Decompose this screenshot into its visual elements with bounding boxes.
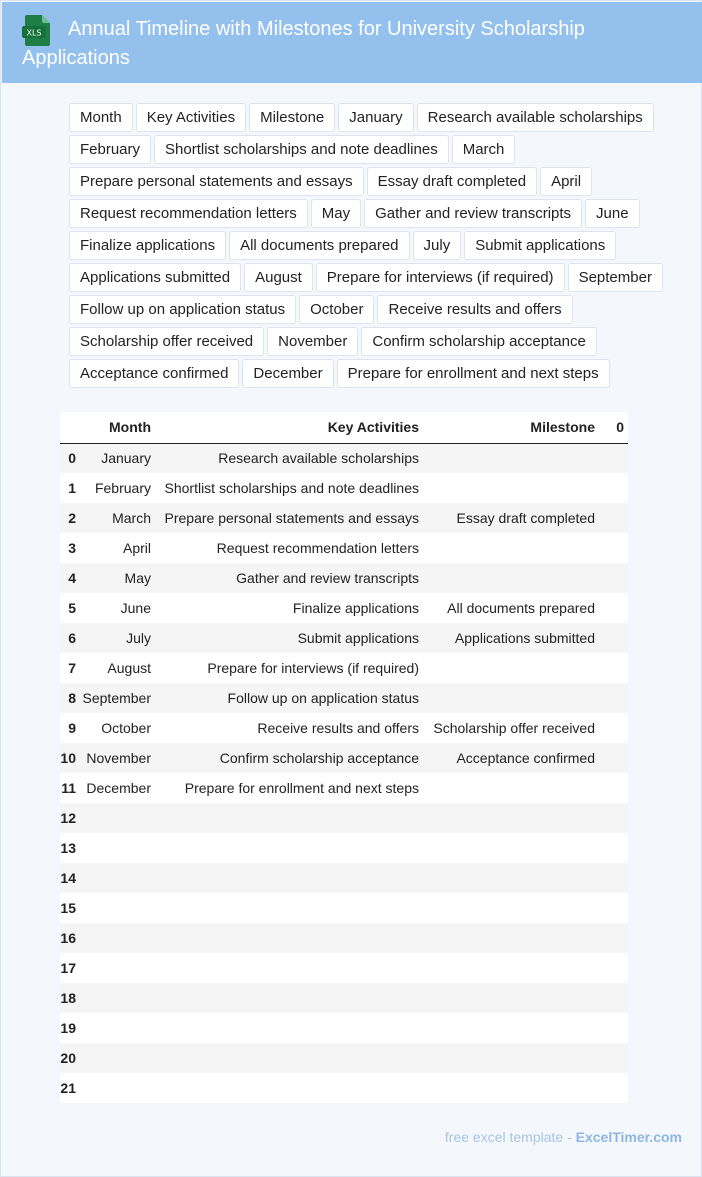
chip: May xyxy=(311,199,361,228)
activity-cell: Prepare personal statements and essays xyxy=(155,503,423,533)
milestone-cell: Applications submitted xyxy=(423,623,599,653)
month-cell xyxy=(76,893,155,923)
header-month: Month xyxy=(76,412,155,443)
milestone-cell xyxy=(423,833,599,863)
row-index: 2 xyxy=(60,503,76,533)
month-cell: June xyxy=(76,593,155,623)
month-cell: April xyxy=(76,533,155,563)
footer-brand-link[interactable]: ExcelTimer.com xyxy=(575,1129,682,1145)
table-row xyxy=(60,833,628,863)
table-row xyxy=(60,713,628,743)
row-index: 10 xyxy=(60,743,76,773)
activity-cell xyxy=(155,1073,423,1103)
milestone-cell xyxy=(423,803,599,833)
chip: June xyxy=(585,199,640,228)
chip: Prepare for interviews (if required) xyxy=(316,263,565,292)
empty-cell xyxy=(599,593,628,623)
table-row xyxy=(60,743,628,773)
empty-cell xyxy=(599,623,628,653)
month-cell xyxy=(76,803,155,833)
empty-cell xyxy=(599,1043,628,1073)
header-key-activities: Key Activities xyxy=(155,412,423,443)
table-row xyxy=(60,623,628,653)
row-index: 19 xyxy=(60,1013,76,1043)
chip: March xyxy=(452,135,516,164)
milestone-cell: All documents prepared xyxy=(423,593,599,623)
chip: February xyxy=(69,135,151,164)
activity-cell xyxy=(155,863,423,893)
chip: Essay draft completed xyxy=(367,167,537,196)
month-cell xyxy=(76,1073,155,1103)
row-index: 9 xyxy=(60,713,76,743)
milestone-cell xyxy=(423,1073,599,1103)
row-index: 8 xyxy=(60,683,76,713)
chip: August xyxy=(244,263,313,292)
chip: Prepare personal statements and essays xyxy=(69,167,364,196)
activity-cell: Research available scholarships xyxy=(155,443,423,473)
milestone-cell xyxy=(423,533,599,563)
header-zero: 0 xyxy=(599,412,628,443)
empty-cell xyxy=(599,443,628,473)
chip: Scholarship offer received xyxy=(69,327,264,356)
row-index: 11 xyxy=(60,773,76,803)
month-cell xyxy=(76,923,155,953)
table-row xyxy=(60,1013,628,1043)
empty-cell xyxy=(599,953,628,983)
empty-cell xyxy=(599,863,628,893)
header-milestone: Milestone xyxy=(423,412,599,443)
empty-cell xyxy=(599,923,628,953)
chip: Prepare for enrollment and next steps xyxy=(337,359,610,388)
month-cell xyxy=(76,953,155,983)
row-index: 6 xyxy=(60,623,76,653)
milestone-cell xyxy=(423,473,599,503)
chip: Submit applications xyxy=(464,231,616,260)
month-cell: December xyxy=(76,773,155,803)
empty-cell xyxy=(599,743,628,773)
activity-cell: Shortlist scholarships and note deadlines xyxy=(155,473,423,503)
month-cell: January xyxy=(76,443,155,473)
chip: Gather and review transcripts xyxy=(364,199,582,228)
empty-cell xyxy=(599,983,628,1013)
milestone-cell xyxy=(423,683,599,713)
row-index: 17 xyxy=(60,953,76,983)
table-row xyxy=(60,473,628,503)
table-row xyxy=(60,653,628,683)
activity-cell: Confirm scholarship acceptance xyxy=(155,743,423,773)
chip: Applications submitted xyxy=(69,263,241,292)
table-row xyxy=(60,533,628,563)
empty-cell xyxy=(599,803,628,833)
chip: Finalize applications xyxy=(69,231,226,260)
row-index: 13 xyxy=(60,833,76,863)
month-cell: September xyxy=(76,683,155,713)
chip: Follow up on application status xyxy=(69,295,296,324)
milestone-cell: Scholarship offer received xyxy=(423,713,599,743)
svg-text:XLS: XLS xyxy=(26,28,42,38)
empty-cell xyxy=(599,653,628,683)
milestone-cell xyxy=(423,443,599,473)
table-row xyxy=(60,1043,628,1073)
chip: Month xyxy=(69,103,133,132)
row-index: 5 xyxy=(60,593,76,623)
empty-cell xyxy=(599,713,628,743)
milestone-cell xyxy=(423,773,599,803)
milestone-cell xyxy=(423,893,599,923)
month-cell xyxy=(76,1043,155,1073)
activity-cell xyxy=(155,983,423,1013)
empty-cell xyxy=(599,683,628,713)
chip: April xyxy=(540,167,592,196)
table-row xyxy=(60,893,628,923)
row-index: 7 xyxy=(60,653,76,683)
month-cell: August xyxy=(76,653,155,683)
timeline-table xyxy=(60,412,628,1103)
activity-cell: Follow up on application status xyxy=(155,683,423,713)
month-cell xyxy=(76,1013,155,1043)
chip: Receive results and offers xyxy=(377,295,572,324)
empty-cell xyxy=(599,473,628,503)
table-row xyxy=(60,593,628,623)
empty-cell xyxy=(599,773,628,803)
milestone-cell: Acceptance confirmed xyxy=(423,743,599,773)
activity-cell xyxy=(155,893,423,923)
chip: Acceptance confirmed xyxy=(69,359,239,388)
row-index: 21 xyxy=(60,1073,76,1103)
activity-cell xyxy=(155,953,423,983)
row-index: 18 xyxy=(60,983,76,1013)
chip: Request recommendation letters xyxy=(69,199,308,228)
row-index: 0 xyxy=(60,443,76,473)
chip: September xyxy=(568,263,663,292)
milestone-cell xyxy=(423,863,599,893)
activity-cell: Receive results and offers xyxy=(155,713,423,743)
row-index: 15 xyxy=(60,893,76,923)
row-index: 14 xyxy=(60,863,76,893)
chip: January xyxy=(338,103,413,132)
table-row xyxy=(60,803,628,833)
month-cell xyxy=(76,863,155,893)
chip: July xyxy=(413,231,462,260)
table-row xyxy=(60,563,628,593)
footer-prefix: free excel template - xyxy=(444,1129,576,1145)
milestone-cell xyxy=(423,1013,599,1043)
table-header-row xyxy=(60,412,628,443)
activity-cell: Submit applications xyxy=(155,623,423,653)
table-row xyxy=(60,503,628,533)
activity-cell xyxy=(155,803,423,833)
milestone-cell xyxy=(423,923,599,953)
milestone-cell xyxy=(423,953,599,983)
milestone-cell xyxy=(423,653,599,683)
table-row xyxy=(60,683,628,713)
table-row xyxy=(60,863,628,893)
row-index: 12 xyxy=(60,803,76,833)
activity-cell: Finalize applications xyxy=(155,593,423,623)
row-index: 16 xyxy=(60,923,76,953)
table-row xyxy=(60,953,628,983)
chip: December xyxy=(242,359,333,388)
row-index: 3 xyxy=(60,533,76,563)
chip: Key Activities xyxy=(136,103,246,132)
chip: All documents prepared xyxy=(229,231,409,260)
activity-cell: Gather and review transcripts xyxy=(155,563,423,593)
month-cell: October xyxy=(76,713,155,743)
table-row xyxy=(60,443,628,473)
milestone-cell xyxy=(423,1043,599,1073)
header-index xyxy=(60,412,76,443)
month-cell: November xyxy=(76,743,155,773)
chip: October xyxy=(299,295,374,324)
empty-cell xyxy=(599,1073,628,1103)
activity-cell xyxy=(155,923,423,953)
activity-cell xyxy=(155,1013,423,1043)
table-row xyxy=(60,983,628,1013)
activity-cell xyxy=(155,1043,423,1073)
chip: Shortlist scholarships and note deadlines xyxy=(154,135,449,164)
empty-cell xyxy=(599,503,628,533)
empty-cell xyxy=(599,533,628,563)
month-cell xyxy=(76,833,155,863)
activity-cell: Request recommendation letters xyxy=(155,533,423,563)
row-index: 1 xyxy=(60,473,76,503)
month-cell xyxy=(76,983,155,1013)
milestone-cell xyxy=(423,563,599,593)
table-row xyxy=(60,773,628,803)
table-row xyxy=(60,923,628,953)
milestone-cell xyxy=(423,983,599,1013)
month-cell: July xyxy=(76,623,155,653)
month-cell: May xyxy=(76,563,155,593)
chip: Confirm scholarship acceptance xyxy=(361,327,596,356)
chip: Research available scholarships xyxy=(417,103,654,132)
activity-cell xyxy=(155,833,423,863)
table-row xyxy=(60,1073,628,1103)
empty-cell xyxy=(599,893,628,923)
row-index: 20 xyxy=(60,1043,76,1073)
chip-list xyxy=(69,103,679,388)
chip: November xyxy=(267,327,358,356)
month-cell: March xyxy=(76,503,155,533)
empty-cell xyxy=(599,563,628,593)
activity-cell: Prepare for interviews (if required) xyxy=(155,653,423,683)
chip: Milestone xyxy=(249,103,335,132)
row-index: 4 xyxy=(60,563,76,593)
milestone-cell: Essay draft completed xyxy=(423,503,599,533)
empty-cell xyxy=(599,833,628,863)
page-title: Annual Timeline with Milestones for University Scholarship Applications xyxy=(22,18,585,69)
activity-cell: Prepare for enrollment and next steps xyxy=(155,773,423,803)
empty-cell xyxy=(599,1013,628,1043)
footer-credit xyxy=(1,1129,682,1145)
month-cell: February xyxy=(76,473,155,503)
